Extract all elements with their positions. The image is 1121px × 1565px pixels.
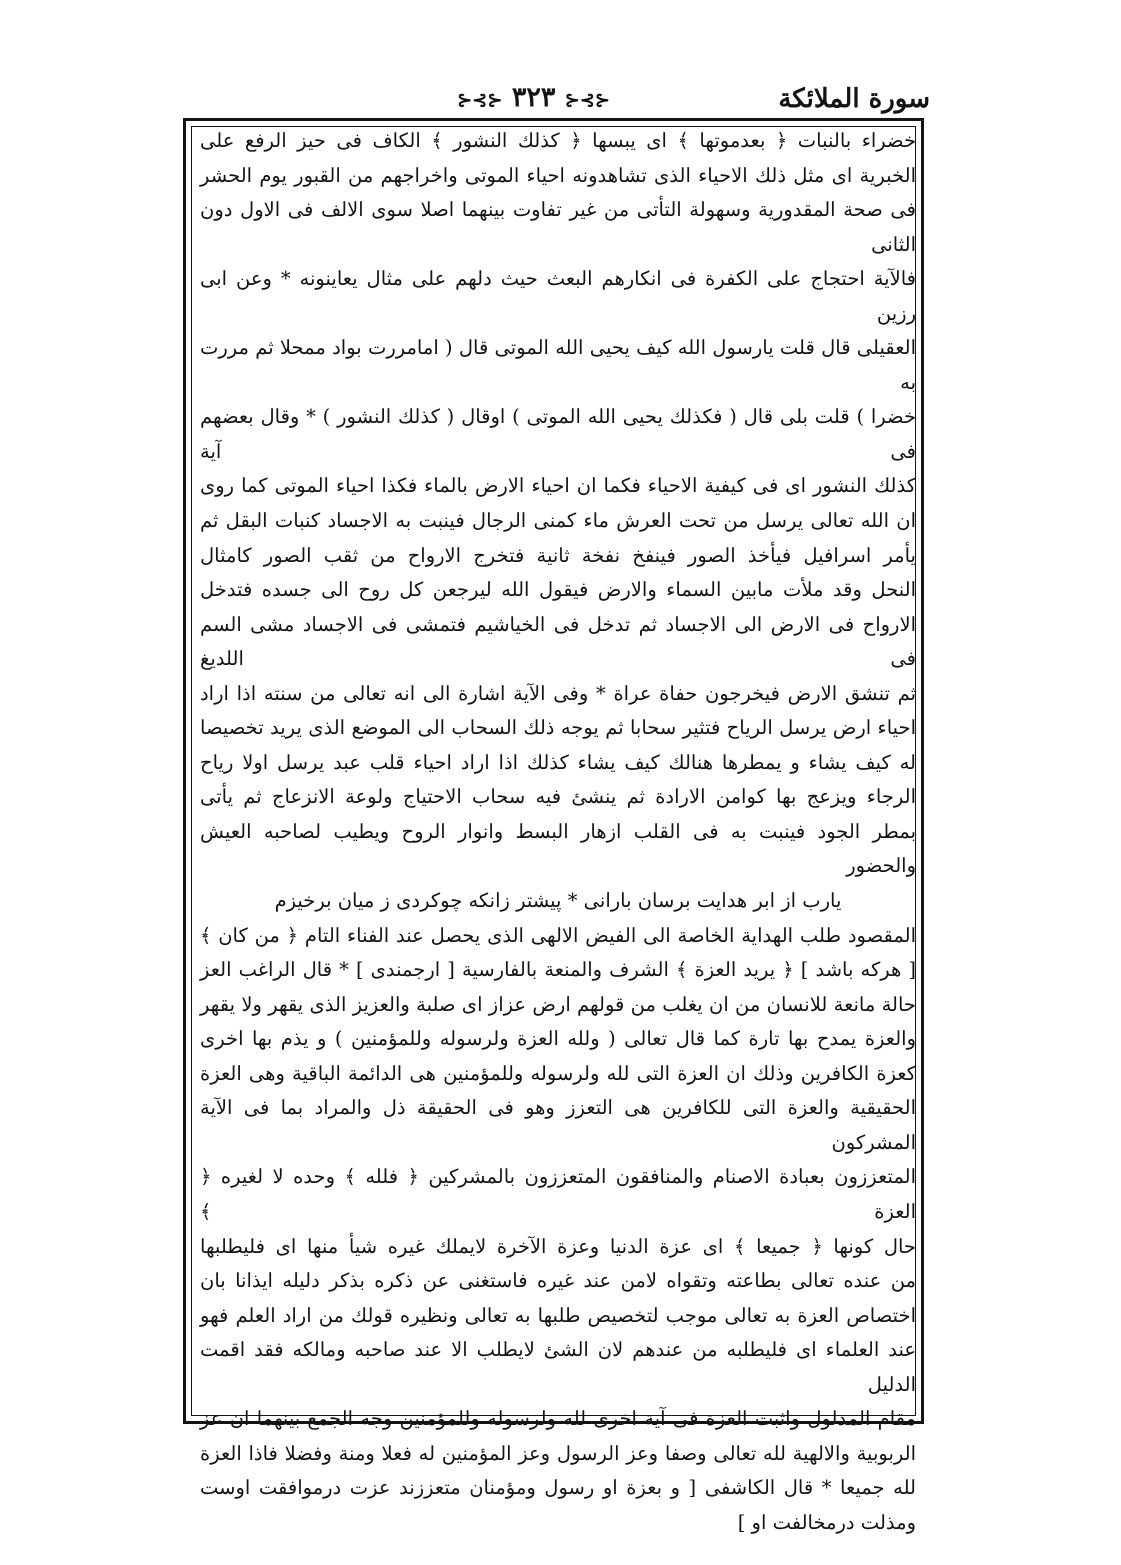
text-line: يأمر اسرافيل فيأخذ الصور فينفخ نفخة ثانية فتخرج الارواح من ثقب الصور كامثال xyxy=(200,543,916,567)
body-text xyxy=(200,124,916,1540)
persian-verse-line: يارب از ابر هدايت برسان بارانى * پيشتر زانكه چوكردى ز ميان برخيزم xyxy=(274,889,842,913)
surah-title: سورة الملائكة xyxy=(778,84,930,114)
text-line: الارواح فى الارض الى الاجساد ثم تدخل فى الخياشيم فتمشى فى الاجساد مشى السم فى اللديغ xyxy=(200,612,916,671)
text-line: فالآية احتجاج على الكفرة فى انكارهم البعث حيث دلهم على مثال يعاينونه * وعن ابى رزين xyxy=(200,267,916,325)
text-line: حالة مانعة للانسان من ان يغلب من قولهم ارض عزاز اى صلبة والعزيز الذى يقهر ولا يقهر xyxy=(200,992,916,1016)
text-line: ان الله تعالى يرسل من تحت العرش ماء كمنى الرجال فينبت به الاجساد كنبات البقل ثم xyxy=(200,509,916,533)
text-line: عند العلماء اى فليطلبه من عندهم لان الشئ لايطلب الا عند صاحبه ومالكه فقد اقمت الدليل xyxy=(200,1338,916,1396)
text-line: لله جميعا * قال الكاشفى [ و بعزة او رسول ومؤمنان متعززند عزت درموافقت اوست xyxy=(200,1476,916,1500)
text-line-final: ومذلت درمخالفت او ] xyxy=(737,1510,916,1534)
text-line: الربوبية والالهية لله تعالى وصفا وعز الرسول وعز المؤمنين له فعلا ومنة وفضلا فاذا العزة xyxy=(200,1441,916,1465)
text-line: المتعززون بعبادة الاصنام والمنافقون المتعززون بالمشركين ﴿ فلله ﴾ وحده لا لغيره ﴿ العزة ﴾ xyxy=(200,1165,916,1223)
text-line: احياء ارض يرسل الرياح فتثير سحابا ثم يوجه ذلك السحاب الى الموضع الذى يريد تخصيصا xyxy=(200,716,916,740)
text-line: ثم تنشق الارض فيخرجون حفاة عراة * وفى الآية اشارة الى انه تعالى من سنته اذا اراد xyxy=(200,681,916,705)
text-line: النحل وقد ملأت مابين السماء والارض فيقول الله ليرجعن كل روح الى جسده فتدخل xyxy=(200,578,916,602)
page-number-value: ٣٢٣ xyxy=(511,82,556,113)
page-number xyxy=(457,82,610,113)
text-line: المقصود طلب الهداية الخاصة الى الفيض الالهى الذى يحصل عند الفناء التام ﴿ من كان ﴾ xyxy=(200,923,916,947)
text-line: حال كونها ﴿ جميعا ﴾ اى عزة الدنيا وعزة الآخرة لايملك غيره شيأ منها اى فليطلبها xyxy=(200,1234,916,1258)
ornament-right: ⊰⊱⊰ xyxy=(564,90,610,111)
text-line: [ هركه باشد ] ﴿ يريد العزة ﴾ الشرف والمنعة بالفارسية [ ارجمندى ] * قال الراغب العز xyxy=(200,958,916,982)
text-line: كعزة الكافرين وذلك ان العزة التى لله ولرسوله وللمؤمنين هى الدائمة الباقية وهى العزة xyxy=(200,1061,916,1085)
text-line: خضراء بالنبات ﴿ بعدموتها ﴾ اى يبسها ﴿ كذلك النشور ﴾ الكاف فى حيز الرفع على xyxy=(200,129,916,152)
text-line: بمطر الجود فينبت به فى القلب ازهار البسط وانوار الروح ويطيب لصاحبه العيش والحضور xyxy=(200,819,916,878)
ornament-left: ⊰⊱⊰ xyxy=(457,90,503,111)
text-line: العقيلى قال قلت يارسول الله كيف يحيى الله الموتى قال ( امامررت بواد ممحلا ثم مررت به xyxy=(200,336,916,394)
text-line: كذلك النشور اى فى كيفية الاحياء فكما ان احياء الارض بالماء فكذا احياء الموتى كما روى xyxy=(200,474,916,498)
text-line: والعزة يمدح بها تارة كما قال تعالى ( ولله العزة ولرسوله وللمؤمنين ) و يذم بها اخرى xyxy=(200,1027,916,1051)
text-line: خضرا ) قلت بلى قال ( فكذلك يحيى الله الموتى ) اوقال ( كذلك النشور ) * وقال بعضهم فى آية xyxy=(200,405,916,463)
text-line: اختصاص العزة به تعالى موجب لتخصيص طلبها به تعالى ونظيره قولك من اراد العلم فهو xyxy=(200,1303,916,1327)
text-line: من عنده تعالى بطاعته وتقواه لامن عند غيره فاستغنى عن ذكره بذكر دليله ايذانا بان xyxy=(200,1269,916,1293)
text-line: فى صحة المقدورية وسهولة التأتى من غير تفاوت بينهما اصلا سوى الالف فى الاول دون الثانى xyxy=(200,198,916,256)
text-line: له كيف يشاء و يمطرها هنالك كيف يشاء كذلك اذا اراد احياء قلب عبد يرسل اولا رياح xyxy=(200,750,916,774)
text-line: الرجاء ويزعج بها كوامن الارادة ثم ينشئ فيه سحاب الاحتياج ولوعة الانزعاج ثم يأتى xyxy=(200,785,916,809)
text-line: الحقيقية والعزة التى للكافرين هى التعزز وهو فى الحقيقة ذل والمراد بما فى الآية المشركون xyxy=(200,1096,916,1154)
text-line: الخبرية اى مثل ذلك الاحياء الذى تشاهدونه احياء الموتى واخراجهم من القبور يوم الحشر xyxy=(200,163,916,187)
text-line: مقام المدلول واثبت العزة فى آية اخرى لله ولرسوله وللمؤمنين وجه الجمع بينهما ان عز xyxy=(200,1407,916,1431)
